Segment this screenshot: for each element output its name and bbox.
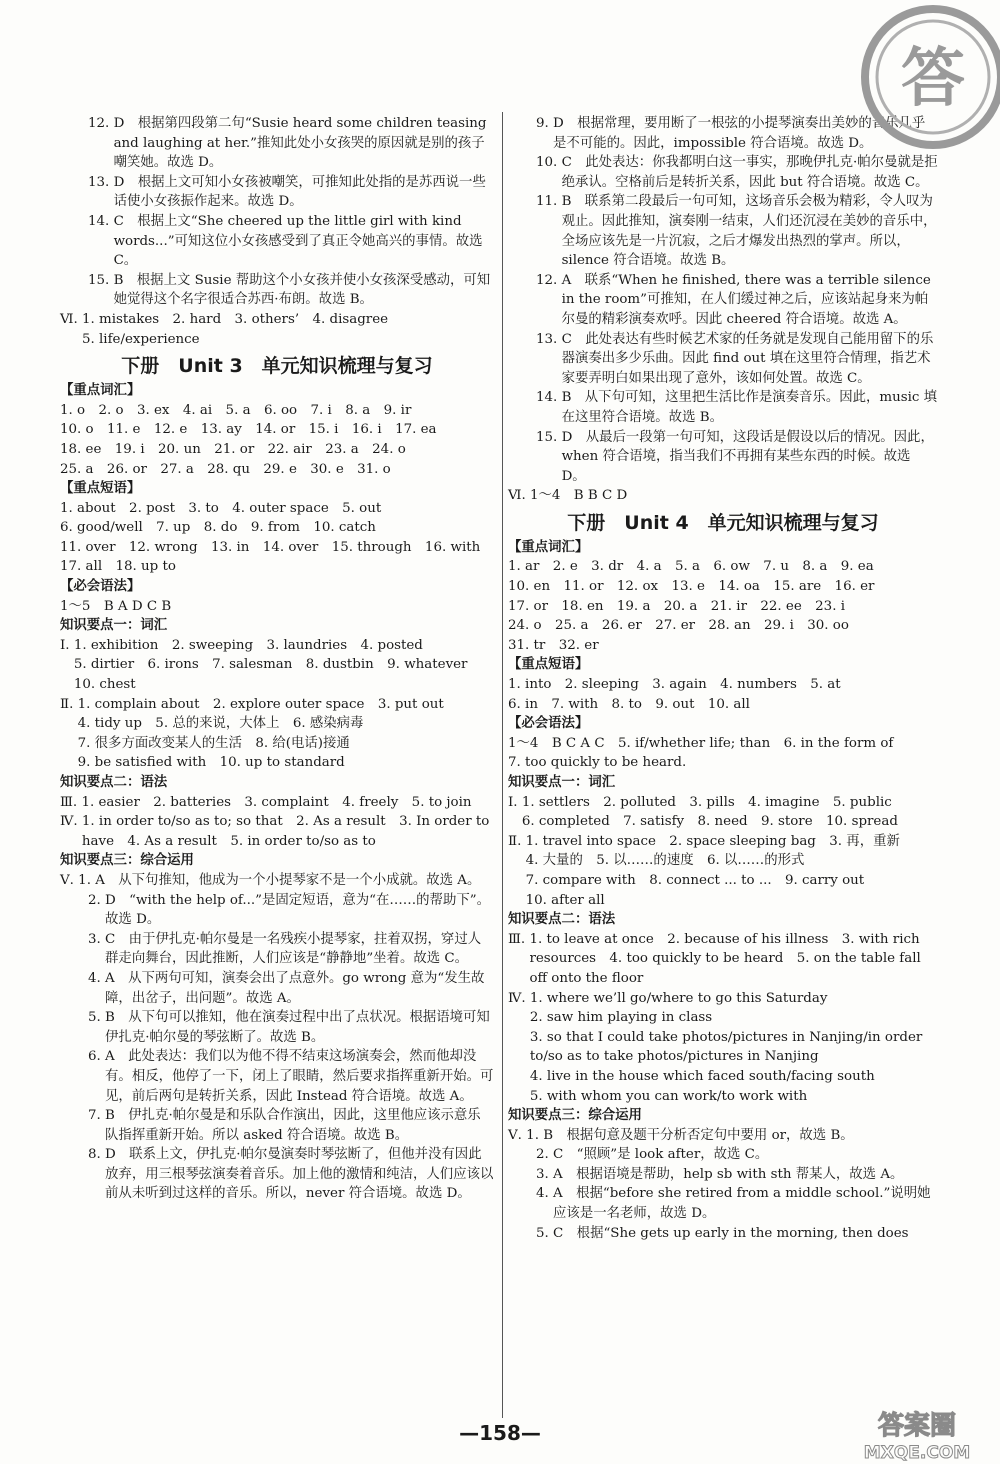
answer-explanation: B 从下句可以推知，他在演奏过程中出了点状况。根据语境可知伊扎克·帕尔曼的琴弦断了。故选 B。: [105, 1010, 490, 1045]
answer-number: Ⅱ.: [508, 833, 526, 849]
answer-line: 7. too quickly to be heard.: [508, 755, 687, 771]
answer-explanation: A 从下句推知，他成为一个小提琴家不是一个小成就。故选 A。: [95, 872, 481, 888]
answer-explanation: 1. in order to/so as to; so that 2. As a result 3. In order to have 4. As a result 5. in order to/so as to: [81, 814, 494, 849]
answer-entry: [508, 1145, 938, 1165]
section-label: 知识要点一：词汇: [508, 775, 616, 790]
answer-number: 11.: [536, 194, 562, 210]
answer-line: 31. tr 32. er: [508, 637, 599, 653]
column-divider: [502, 112, 503, 1418]
watermark-logo-icon: [842, 1404, 992, 1464]
answer-number: 5.: [88, 1010, 106, 1026]
answer-number: Ⅴ. 1.: [60, 872, 96, 888]
answer-entry: [508, 330, 938, 389]
answer-line: 1. into 2. sleeping 3. again 4. numbers 5. at: [508, 677, 841, 693]
section-label: 知识要点一：词汇: [60, 618, 168, 634]
answer-line: 1. o 2. o 3. ex 4. ai 5. a 6. oo 7. i 8. a 9. ir: [60, 402, 412, 418]
answer-explanation: D 联系上文，伊扎克·帕尔曼演奏时琴弦断了，但他并没有因此放弃，用三根琴弦演奏着音乐。加上他的激情和纯洁，人们应该以前从未听到过这样的音乐。所以，never 符合语境。故选 D。: [105, 1147, 494, 1202]
left-column: [60, 114, 494, 1204]
answer-entry: [60, 930, 494, 969]
answer-number: Ⅰ.: [508, 794, 522, 810]
answer-number: 6.: [88, 1049, 106, 1065]
answer-explanation: A 根据语境是帮助，help sb with sth 帮某人，故选 A。: [553, 1166, 904, 1182]
answer-explanation: C 此处表达有些时候艺术家的任务就是发现自己能用留下的乐器演奏出多少乐曲。因此 find out 填在这里符合情理，指艺术家要弄明白如果出现了意外，该如何处置。故选 C。: [561, 331, 934, 386]
answer-entry: [508, 153, 938, 192]
section-label: 知识要点三：综合运用: [60, 853, 194, 869]
answer-number: 5.: [536, 1225, 554, 1241]
answer-explanation: B 伊扎克·帕尔曼是和乐队合作演出，因此，这里他应该示意乐队指挥重新开始。所以 asked 符合语境。故选 B。: [105, 1108, 481, 1143]
answer-explanation: C 由于伊扎克·帕尔曼是一名残疾小提琴家，拄着双拐，穿过人群走向舞台，因此推断，人们应该是“静静地”坐着。故选 C。: [105, 931, 482, 967]
answer-number: 14.: [88, 213, 114, 229]
answer-entry: [508, 388, 938, 427]
answer-explanation: A 根据“before she retired from a middle school.”说明她应该是一名老师，故选 D。: [553, 1186, 931, 1222]
answer-entry: [60, 793, 494, 813]
answer-entry: [508, 1126, 938, 1146]
unit-heading: 下册 Unit 3 单元知识梳理与复习: [121, 355, 433, 378]
watermark-top-text: 答案圈: [877, 1411, 957, 1441]
answer-entry: [60, 310, 494, 349]
answer-number: 13.: [88, 174, 114, 190]
answer-explanation: D “with the help of...”是固定短语，意为“在……的帮助下”。故选 D。: [105, 892, 490, 928]
answer-entry: [60, 1008, 494, 1047]
answer-line: 1. about 2. post 3. to 4. outer space 5. out: [60, 500, 382, 516]
answer-explanation: 1. settlers 2. polluted 3. pills 4. imagine 5. public 6. completed 7. satisfy 8. need 9. store 10. spread: [521, 794, 898, 830]
answer-number: 13.: [536, 331, 562, 347]
answer-line: 25. a 26. or 27. a 28. qu 29. e 30. e 31. o: [60, 461, 391, 477]
stamp-text: 答: [901, 42, 965, 116]
section-label: 知识要点三：综合运用: [508, 1108, 642, 1124]
answer-entry: [60, 173, 494, 212]
answer-number: 4.: [88, 970, 106, 986]
seal-stamp-icon: [858, 2, 1000, 152]
section-label: 【重点短语】: [60, 481, 141, 497]
answer-explanation: B 根据句意及题干分析否定句中要用 or，故选 B。: [543, 1127, 854, 1143]
answer-line: 17. all 18. up to: [60, 559, 176, 575]
answer-number: 4.: [536, 1186, 554, 1202]
answer-number: 12.: [88, 116, 114, 131]
answer-entry: [60, 636, 494, 695]
answer-number: 15.: [536, 429, 562, 445]
answer-number: 14.: [536, 390, 562, 406]
answer-explanation: 1. travel into space 2. space sleeping bag 3. 再，重新 4. 大量的 5. 以……的速度 6. 以……的形式 7. compare with 8. connect ... to ... 9. carry out 10. after all: [525, 833, 900, 908]
answer-number: 12.: [536, 272, 562, 288]
section-label: 【重点短语】: [508, 657, 589, 673]
answer-explanation: A 从下两句可知，演奏会出了点意外。go wrong 意为“发生故障，出岔子，出问题”。故选 A。: [105, 970, 485, 1006]
answer-number: 7.: [88, 1108, 106, 1124]
answer-number: Ⅴ. 1.: [508, 1127, 544, 1143]
answer-line: 18. ee 19. i 20. un 21. or 22. air 23. a 24. o: [60, 441, 406, 457]
answer-explanation: D 根据常理，要用断了一根弦的小提琴演奏出美妙的音乐几乎是不可能的。因此，impossible 符合语境。故选 D。: [553, 116, 926, 151]
answer-explanation: D 从最后一段第一句可知，这段话是假设以后的情况。因此，when 符合语境，指当我们不再拥有某些东西的时候。故选 D。: [561, 429, 934, 484]
answer-entry: [60, 695, 494, 773]
answer-entry: [60, 1145, 494, 1204]
answer-line: 11. over 12. wrong 13. in 14. over 15. through 16. with: [60, 539, 481, 555]
section-label: 【重点词汇】: [60, 383, 141, 399]
answer-entry: [60, 891, 494, 930]
answer-explanation: 1. mistakes 2. hard 3. others’ 4. disagree 5. life/experience: [81, 311, 389, 347]
section-label: 【必会语法】: [60, 579, 141, 595]
answer-explanation: C 根据“She gets up early in the morning, then does: [553, 1225, 909, 1241]
answer-number: Ⅵ.: [60, 311, 82, 327]
answer-number: Ⅳ.: [508, 990, 530, 1006]
answer-line: 6. in 7. with 8. to 9. out 10. all: [508, 696, 750, 712]
answer-explanation: D 根据第四段第二句“Susie heard some children teasing and laughing at her.”推知此处小女孩哭的原因就是别的孩子嘲笑她。故选 D。: [113, 116, 491, 171]
right-column: [508, 114, 938, 1243]
section-label: 【必会语法】: [508, 716, 589, 732]
answer-explanation: B 根据上文 Susie 帮助这个小女孩并使小女孩深受感动，可知她觉得这个名字很适合苏西·布朗。故选 B。: [113, 272, 491, 308]
answer-line: 6. good/well 7. up 8. do 9. from 10. catch: [60, 520, 376, 536]
answer-line: 1～5 B A D C B: [60, 598, 172, 614]
answer-explanation: A 此处表达：我们以为他不得不结束这场演奏会，然而他却没有。相反，他停了一下，闭上了眼睛，然后要求指挥重新开始。可见，前后两句是转折关系，因此 Instead 符合语境。故选 A。: [105, 1049, 494, 1104]
answer-number: 8.: [88, 1147, 106, 1163]
answer-explanation: 1. complain about 2. explore outer space 3. put out 4. tidy up 5. 总的来说，大体上 6. 感染病毒 7. 很多方面改变某人的生活 8. 给(电话)接通 9. be satisfied with 10. up to standard: [77, 696, 444, 771]
answer-number: 15.: [88, 272, 114, 288]
answer-explanation: D 根据上文可知小女孩被嘲笑，可推知此处指的是苏西说一些话使小女孩振作起来。故选 D。: [113, 174, 486, 210]
answer-entry: [60, 212, 494, 271]
answer-explanation: B 从下句可知，这里把生活比作是演奏音乐。因此，music 填在这里符合语境。故选 B。: [561, 390, 938, 425]
answer-explanation: C “照顾”是 look after，故选 C。: [553, 1147, 769, 1163]
unit-heading: 下册 Unit 4 单元知识梳理与复习: [567, 511, 879, 534]
answer-line: 24. o 25. a 26. er 27. er 28. an 29. i 30. oo: [508, 618, 849, 634]
answer-entry: [60, 871, 494, 891]
answer-explanation: A 联系“When he finished, there was a terrible silence in the room”可推知，在人们缓过神之后，应该站起身来为帕尔曼的精彩演奏欢呼。因此 cheered 符合语境。故选 A。: [561, 272, 936, 327]
answer-number: 3.: [536, 1166, 554, 1182]
answer-explanation: C 此处表达：你我都明白这一事实，那晚伊扎克·帕尔曼就是拒绝承认。空格前后是转折关系，因此 but 符合语境。故选 C。: [561, 155, 938, 190]
answer-line: 1. ar 2. e 3. dr 4. a 5. a 6. ow 7. u 8. a 9. ea: [508, 559, 874, 575]
answer-explanation: B 联系第二段最后一句可知，这场音乐会极为精彩，令人叹为观止。因此推知，演奏刚一结束，人们还沉浸在美妙的音乐中，全场应该先是一片沉寂，之后才爆发出热烈的掌声。所以，silence 符合语境。故选 B。: [561, 194, 937, 269]
answer-number: Ⅲ.: [508, 931, 530, 947]
answer-entry: [60, 969, 494, 1008]
answer-explanation: 1. easier 2. batteries 3. complaint 4. freely 5. to join: [81, 794, 472, 810]
answer-entry: [508, 428, 938, 487]
answer-entry: [508, 1165, 938, 1185]
answer-explanation: 1. where we’ll go/where to go this Saturday 2. saw him playing in class 3. so that I could take photos/pictures in Nanjing/in order to/so as to take photos/pictures in Nanjing 4. live in the house which faced south/facing south 5. with whom you can work/to work with: [529, 990, 923, 1104]
answer-explanation: 1. exhibition 2. sweeping 3. laundries 4. posted 5. dirtier 6. irons 7. salesman 8. dustbin 9. whatever 10. chest: [73, 637, 468, 693]
answer-number: Ⅲ.: [60, 794, 82, 810]
answer-entry: [508, 271, 938, 330]
answer-entry: [60, 271, 494, 310]
answer-number: Ⅳ.: [60, 814, 82, 830]
answer-explanation: C 根据上文“She cheered up the little girl with kind words...”可知这位小女孩感受到了真正令她高兴的事情。故选 C。: [113, 213, 487, 269]
answer-number: 10.: [536, 155, 562, 171]
answer-line: Ⅵ. 1～4 B B C D: [508, 488, 628, 504]
section-label: 知识要点二：语法: [60, 775, 168, 790]
page-number: —158—: [459, 1421, 541, 1445]
answer-line: 10. o 11. e 12. e 13. ay 14. or 15. i 16. i 17. ea: [60, 422, 437, 438]
answer-line: 1～4 B C A C 5. if/whether life; than 6. in the form of: [508, 735, 894, 751]
answer-number: 3.: [88, 931, 106, 947]
answer-line: 10. en 11. or 12. ox 13. e 14. oa 15. are 16. er: [508, 579, 875, 595]
answer-entry: [60, 114, 494, 173]
answer-entry: [508, 930, 938, 989]
answer-number: 9.: [536, 116, 554, 131]
answer-entry: [60, 1106, 494, 1145]
answer-entry: [508, 989, 938, 1107]
answer-entry: [508, 1224, 938, 1244]
answer-number: Ⅱ.: [60, 696, 78, 712]
answer-entry: [508, 832, 938, 910]
answer-number: Ⅰ.: [60, 637, 74, 653]
answer-entry: [508, 793, 938, 832]
answer-entry: [60, 812, 494, 851]
answer-number: 2.: [88, 892, 106, 908]
answer-number: 2.: [536, 1147, 554, 1163]
watermark-bottom-text: MXQE.COM: [863, 1443, 971, 1463]
section-label: 【重点词汇】: [508, 539, 589, 555]
answer-entry: [60, 1047, 494, 1106]
answer-entry: [508, 1184, 938, 1223]
answer-explanation: 1. to leave at once 2. because of his illness 3. with rich resources 4. too quickly to be heard 5. on the table fall off onto the floor: [529, 931, 926, 986]
section-label: 知识要点二：语法: [508, 912, 616, 928]
answer-entry: [508, 192, 938, 270]
answer-line: 17. or 18. en 19. a 20. a 21. ir 22. ee 23. i: [508, 598, 846, 614]
